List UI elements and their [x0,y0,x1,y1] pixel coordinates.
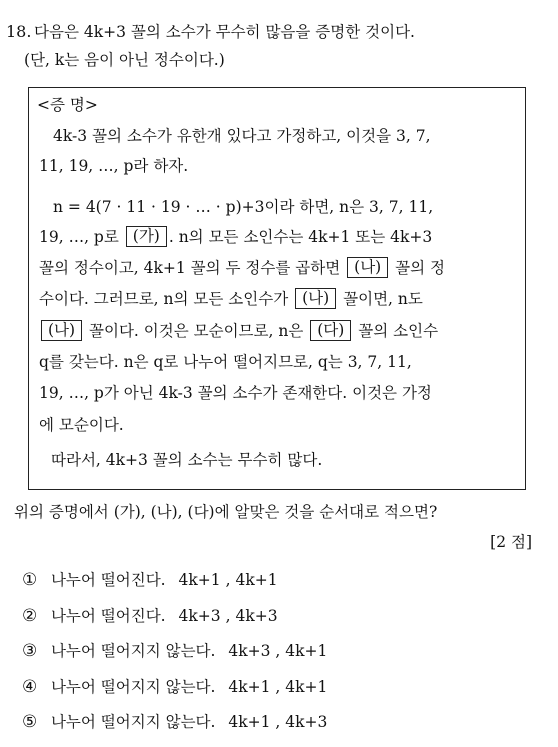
choice-text: 나누어 떨어지지 않는다. [50,642,216,660]
blank-da: (다) [310,320,351,341]
question-prompt: 위의 증명에서 (가), (나), (다)에 알맞은 것을 순서대로 적으면? [14,503,438,521]
choice-value-1: 4k+1 , [178,571,231,589]
proof-box [28,87,526,490]
question-number: 18. [6,22,32,41]
choice-text: 나누어 떨어진다. [50,571,166,589]
proof-line-10: 에 모순이다. [39,416,124,434]
choice-value-2: 4k+3 [285,713,328,731]
proof-line-7 [39,319,519,343]
proof-line-2: 11, 19, …, p라 하자. [39,157,189,175]
proof-line-1: 4k-3 꼴의 소수가 유한개 있다고 가정하고, 이것을 3, 7, [53,127,431,145]
question-stem: 다음은 4k+3 꼴의 소수가 무수히 많음을 증명한 것이다. [34,23,415,41]
proof-line-5-end: 꼴의 정 [395,259,446,277]
proof-line-11: 따라서, 4k+3 꼴의 소수는 무수히 많다. [51,451,323,469]
proof-line-4-start: 19, …, p로 [39,228,119,246]
choice-value-1: 4k+3 , [178,606,231,625]
proof-line-3: n = 4(7 · 11 · 19 · … · p)+3이라 하면, n은 3, 7, 11, [53,198,434,216]
choice-5[interactable] [22,710,542,746]
choice-number: ⑤ [22,712,38,732]
choice-number: ① [22,570,38,590]
choice-text: 나누어 떨어진다. [50,606,166,625]
choice-text: 나누어 떨어지지 않는다. [50,677,216,696]
proof-line-5-start: 꼴의 정수이고, 4k+1 꼴의 두 정수를 곱하면 [39,259,341,277]
choice-2[interactable] [22,604,542,640]
choice-number: ③ [22,641,38,661]
proof-line-7-middle: 꼴이다. 이것은 모순이므로, n은 [89,322,304,340]
score-label: [2 점] [490,533,532,551]
proof-line-6 [39,287,519,311]
choice-value-1: 4k+3 , [228,642,281,660]
blank-na-2: (나) [295,288,336,309]
proof-line-4-end: . n의 모든 소인수는 4k+1 또는 4k+3 [168,228,433,246]
question-stem-line [6,18,551,46]
choice-value-2: 4k+1 [285,677,328,696]
choice-3[interactable] [22,639,542,675]
choice-value-1: 4k+1 , [228,713,281,731]
answer-choices [22,568,542,746]
choice-number: ② [22,605,38,626]
proof-title: <증 명> [37,96,98,114]
choice-text: 나누어 떨어지지 않는다. [50,713,216,731]
blank-na-1: (나) [347,257,388,278]
blank-na-3: (나) [41,320,82,341]
proof-line-4 [39,225,519,249]
proof-line-8: q를 갖는다. n은 q로 나누어 떨어지므로, q는 3, 7, 11, [39,353,412,371]
question-condition: (단, k는 음이 아닌 정수이다.) [24,51,225,69]
proof-line-5 [39,256,519,280]
blank-ga: (가) [126,226,167,247]
choice-value-1: 4k+1 , [228,677,281,696]
choice-value-2: 4k+3 [235,606,278,625]
choice-4[interactable] [22,675,542,711]
choice-value-2: 4k+1 [285,642,328,660]
proof-line-6-end: 꼴이면, n도 [343,290,423,308]
proof-line-7-end: 꼴의 소인수 [358,322,439,340]
choice-number: ④ [22,676,38,697]
proof-line-6-start: 수이다. 그러므로, n의 모든 소인수가 [39,290,289,308]
choice-1[interactable] [22,568,542,604]
choice-value-2: 4k+1 [235,571,278,589]
proof-line-9: 19, …, p가 아닌 4k-3 꼴의 소수가 존재한다. 이것은 가정 [39,384,432,402]
